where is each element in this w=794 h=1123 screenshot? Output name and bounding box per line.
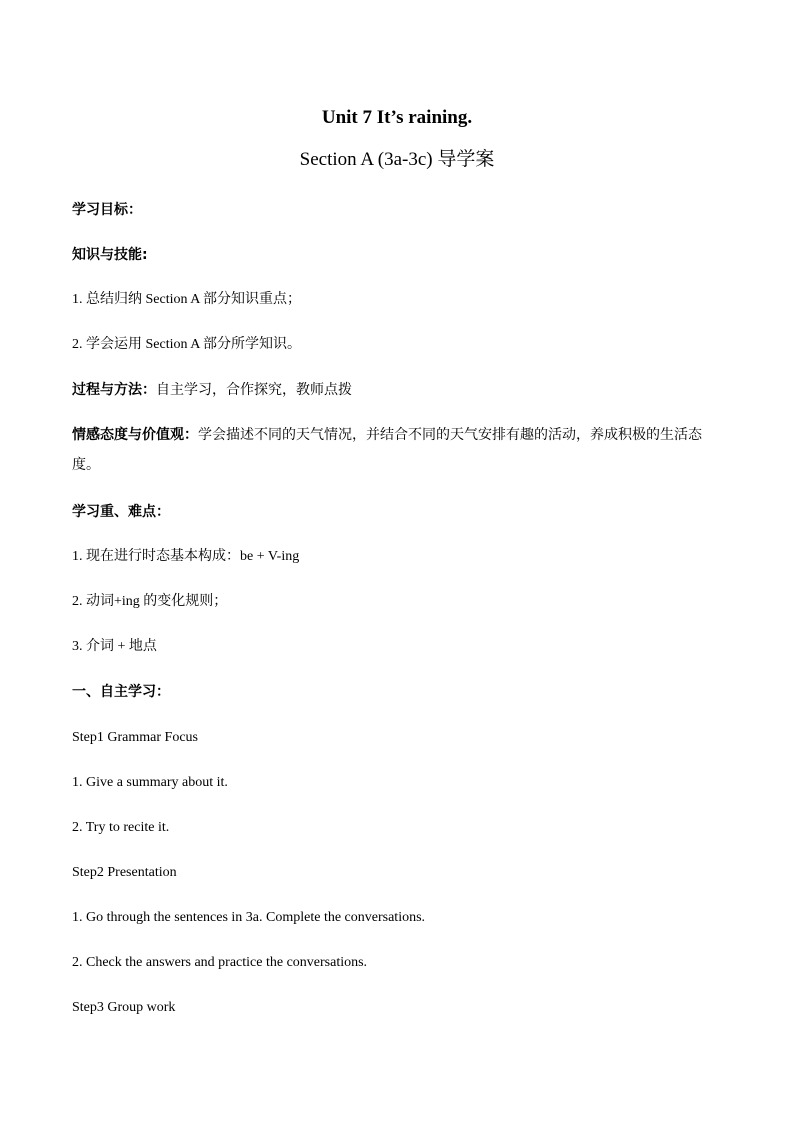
knowledge-heading: 知识与技能: bbox=[72, 247, 148, 263]
emotion-label: 情感态度与价值观： bbox=[72, 427, 198, 443]
step2-item-1: 1. Go through the sentences in 3a. Complete the conversations. bbox=[72, 910, 426, 925]
process-label: 过程与方法： bbox=[72, 382, 156, 398]
key-points-heading: 学习重、难点： bbox=[72, 504, 170, 520]
emotion-text: 学会描述不同的天气情况，并结合不同的天气安排有趣的活动，养成积极的生活态度。 bbox=[72, 427, 702, 473]
key-point-3: 3. 介词 + 地点 bbox=[72, 639, 157, 654]
knowledge-item-2: 2. 学会运用 Section A 部分所学知识。 bbox=[72, 337, 302, 352]
step3-heading: Step3 Group work bbox=[72, 1000, 176, 1015]
step2-item-2: 2. Check the answers and practice the conversations. bbox=[72, 955, 368, 970]
step1-item-1: 1. Give a summary about it. bbox=[72, 775, 228, 790]
key-point-2: 2. 动词+ing 的变化规则； bbox=[72, 594, 228, 609]
step2-heading: Step2 Presentation bbox=[72, 865, 177, 880]
knowledge-item-1: 1. 总结归纳 Section A 部分知识重点； bbox=[72, 292, 302, 307]
step1-item-2: 2. Try to recite it. bbox=[72, 820, 170, 835]
objectives-heading: 学习目标： bbox=[72, 202, 142, 218]
emotion-paragraph bbox=[72, 420, 722, 480]
document-title: Unit 7 It’s raining. bbox=[321, 107, 473, 128]
step1-heading: Step1 Grammar Focus bbox=[72, 730, 198, 745]
process-text: 自主学习，合作探究，教师点拨 bbox=[156, 382, 352, 398]
self-study-heading: 一、自主学习： bbox=[72, 684, 170, 700]
key-point-1: 1. 现在进行时态基本构成：be + V-ing bbox=[72, 549, 300, 564]
document-subtitle: Section A (3a-3c) 导学案 bbox=[299, 149, 495, 170]
process-line bbox=[72, 380, 352, 400]
